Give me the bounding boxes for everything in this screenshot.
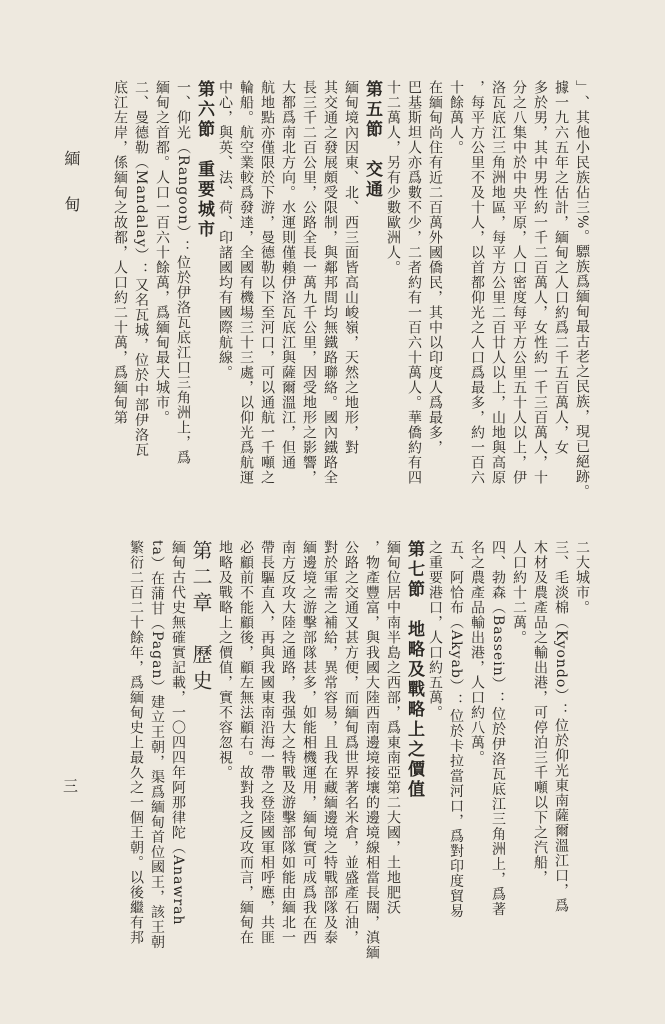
text-column: 在緬甸尚住有近二百萬外國僑民，其中以印度人爲最多， [427,80,443,455]
text-column: 名之農產品輸出港，人口約八萬。 [469,540,485,765]
text-column: 繁衍二百二十餘年，爲緬甸史上最久之一個王朝。以後繼有邦 [128,540,144,945]
text-column: 緬甸之首都。人口一百六十餘萬，爲緬甸最大城市。 [154,80,170,425]
text-column: 必顧前不能顧後，顧左無法顧右。故對我之反攻而言，緬甸在 [238,540,254,945]
section-heading-5: 第五節 交通 [362,80,382,200]
section-heading-6: 第六節 重要城市 [194,80,214,240]
text-column: 中心，與英、法、荷、印諸國均有國際航線。 [217,80,233,380]
text-column: ta）在蒲甘（Pagan）建立王朝，渠爲緬甸首位國王，該王朝 [149,540,165,950]
margin-title: 緬甸 [62,150,81,242]
text-column: 十二萬人，另有少數歐洲人。 [385,80,401,275]
lower-text-block [102,540,592,980]
text-column: 據一九六五年之估計，緬甸之人口約爲二千五百萬人，女 [553,80,569,455]
text-column: 緬邊境之游擊部隊甚多，如能相機運用，緬甸實可成爲我在西 [301,540,317,945]
text-column: 四、勃森（Bassein）：位於伊洛瓦底江三角洲上，爲著 [490,540,506,917]
text-column: 十餘萬人。 [448,80,464,155]
text-column: 輪船。航空業較爲發達，全國有機場三十三處，以仰光爲航運 [238,80,254,485]
text-column: 對於軍需之補給，異常容易，且我在藏緬邊境之特戰部隊及泰 [322,540,338,945]
text-column: 巴基斯坦人亦爲數不少，二者約有一百六十萬人。華僑約有四 [406,80,422,485]
text-column: 緬甸古代史無確實記載，一〇四四年阿那律陀（Anawrah [170,540,186,926]
text-column: 之重要港口，人口約五萬。 [427,540,443,720]
text-column: 洛瓦底江三角洲地區，每平方公里二百廿人以上，山地與高原 [490,80,506,485]
text-column: 分之八集中於中央平原，人口密度每平方公里五十人以上，伊 [511,80,527,485]
text-column: 二大城市。 [574,540,590,615]
text-column: 南方反攻大陸之通路，我强大之特戰及游擊部隊如能由緬北一 [280,540,296,945]
text-column: ，物產豐富，與我國大陸西南邊境接壤的邊境線相當長闊，滇緬 [364,540,380,960]
section-heading-7: 第七節 地略及戰略上之價值 [404,540,424,800]
text-column: 大都爲南北方向。水運則僅賴伊洛瓦底江與薩爾溫江，但通 [280,80,296,470]
text-column: 底江左岸，係緬甸之故都，人口約二十萬，爲緬甸第 [112,80,128,425]
text-column: 多於男，其中男性約一千二百萬人，女性約一千三百萬人，十 [532,80,548,485]
text-column: 三、毛淡棉（Kyondo）：位於仰光東南薩爾溫江口，爲 [553,540,569,914]
chapter-heading-2: 第二章 歷史 [189,540,213,696]
text-column: 公路之交通又甚方便，而緬甸爲世界著名米倉，並盛產石油， [343,540,359,945]
text-column: 木材及農產品之輸出港，可停泊三千噸以下之汽船， [532,540,548,885]
upper-text-block [102,80,592,520]
text-column: 其交通之發展頗受限制，與鄰邦間均無鐵路聯絡。國內鐵路全 [322,80,338,485]
text-column: 帶長驅直入，再與我國東南沿海一帶之登陸國軍相呼應，共匪 [259,540,275,945]
text-column: 長三千二百公里，公路全長一萬九千公里，因受地形之影響， [301,80,317,485]
text-column: 航地點亦僅限於下游，曼德勒以下至河口，可以通航一千噸之 [259,80,275,485]
text-column: 二、曼德勒（Mandalay）：又名瓦城，位於中部伊洛瓦 [133,80,149,458]
page-number: 三 [61,778,79,793]
text-column: 五、阿恰布（Akyab）：位於卡拉當河口，爲對印度貿易 [448,540,464,919]
text-column: 緬甸境內因東、北、西三面皆高山峻嶺，天然之地形，對 [343,80,359,455]
text-column: 緬甸位居中南半島之西部，爲東南亞第二大國，土地肥沃 [385,540,401,915]
text-column: 一、仰光（Rangoon）：位於伊洛瓦底江口三角洲上，爲 [175,80,191,466]
text-column: ，每平方公里不及十人，以首都仰光之人口爲最多，約一百六 [469,80,485,485]
text-column: ﹂、其他小民族佔三%。驃族爲緬甸最古老之民族，現已絕跡。 [574,80,590,500]
text-column: 人口約十二萬。 [511,540,527,645]
text-column: 地略及戰略上之價值，實不容忽視。 [217,540,233,780]
